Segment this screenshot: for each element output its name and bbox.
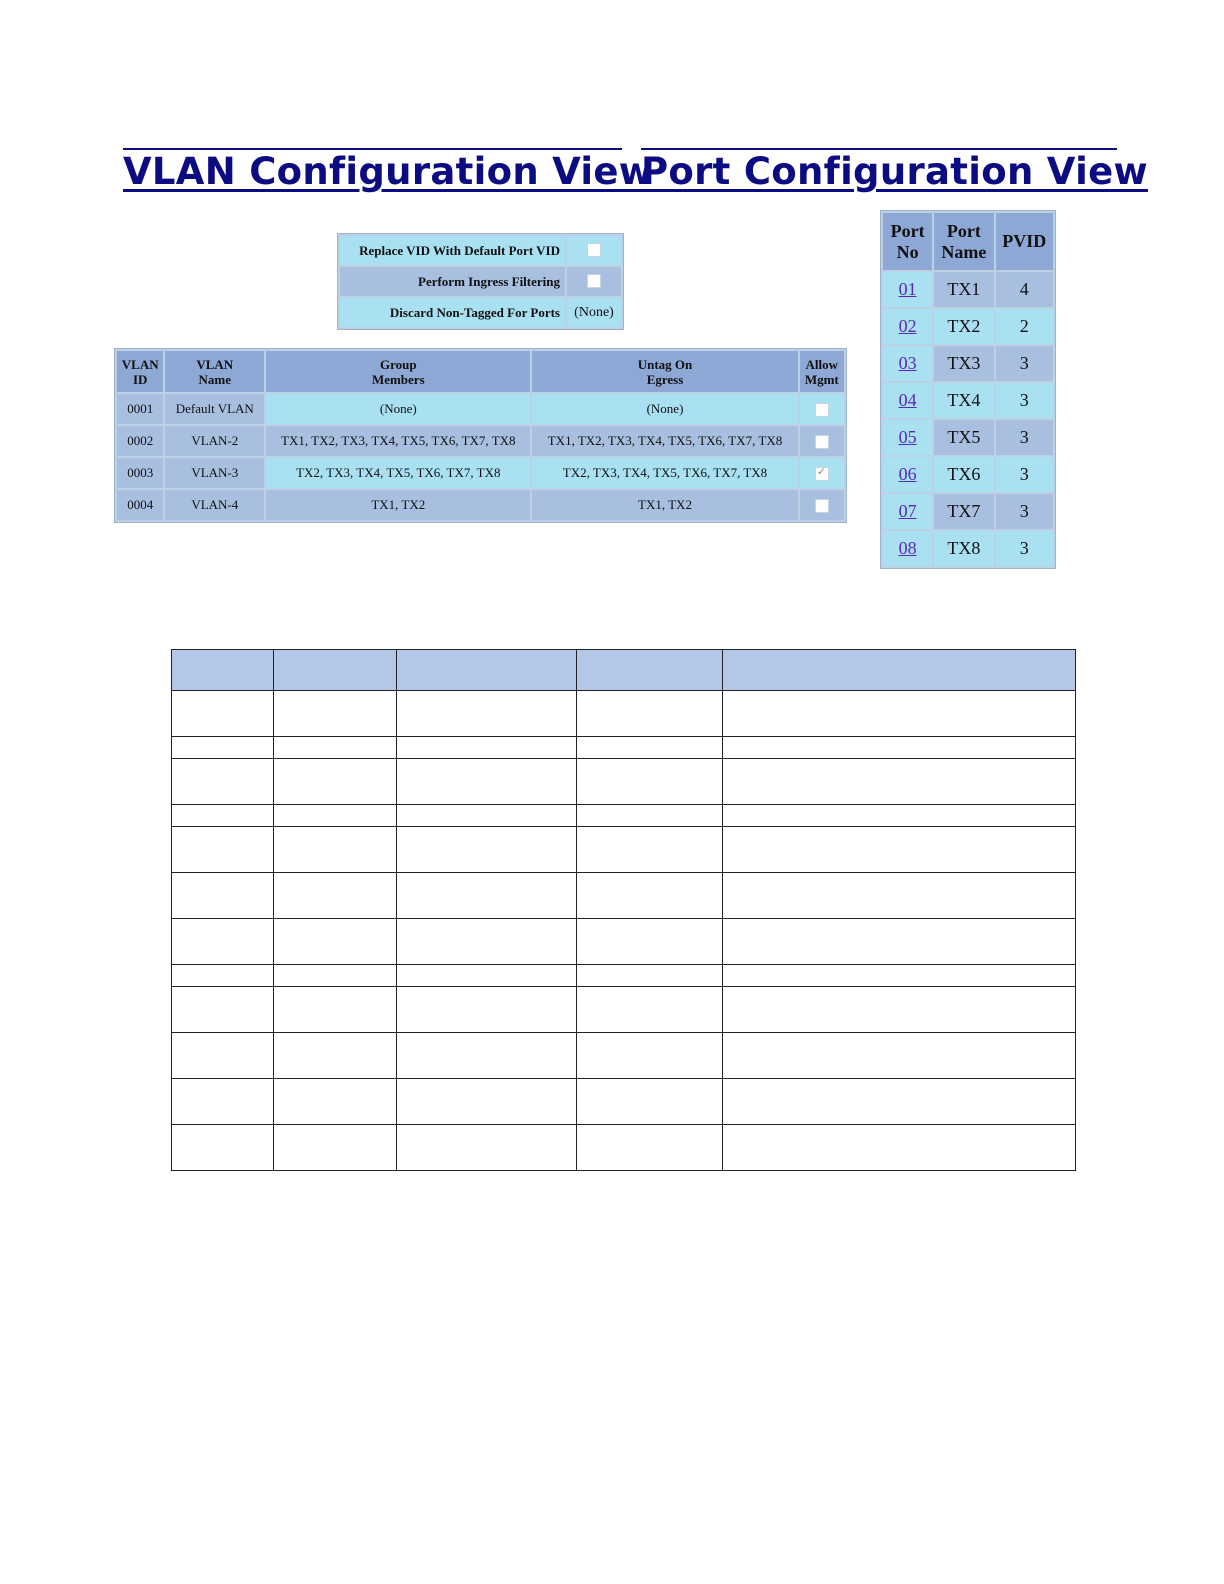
- empty-grid-row: [172, 759, 1076, 805]
- allow-mgmt-checkbox[interactable]: [815, 467, 829, 481]
- grid-cell: [576, 965, 723, 987]
- port-name: TX6: [934, 457, 993, 492]
- port-no-cell: [883, 420, 932, 455]
- port-link[interactable]: 06: [898, 464, 917, 484]
- grid-cell: [396, 691, 576, 737]
- port-pvid: 3: [996, 494, 1053, 529]
- port-pvid: 3: [996, 457, 1053, 492]
- port-pvid: 2: [996, 309, 1053, 344]
- col-header-pvid: PVID: [996, 213, 1053, 270]
- port-no-cell: [883, 309, 932, 344]
- grid-cell: [273, 805, 396, 827]
- grid-cell: [273, 650, 396, 691]
- grid-cell: [396, 1125, 576, 1171]
- ingress-filtering-cell: [567, 267, 621, 296]
- port-no-cell: [883, 383, 932, 418]
- grid-cell: [723, 650, 1076, 691]
- port-no-cell: [883, 272, 932, 307]
- grid-cell: [172, 1079, 274, 1125]
- grid-cell: [723, 759, 1076, 805]
- vlan-group-members: TX1, TX2, TX3, TX4, TX5, TX6, TX7, TX8: [266, 426, 530, 456]
- empty-grid-row: [172, 1125, 1076, 1171]
- grid-cell: [273, 965, 396, 987]
- empty-grid-row: [172, 827, 1076, 873]
- replace-vid-label: Replace VID With Default Port VID: [340, 236, 565, 265]
- grid-cell: [576, 691, 723, 737]
- grid-cell: [273, 827, 396, 873]
- grid-cell: [576, 1033, 723, 1079]
- port-name: TX2: [934, 309, 993, 344]
- empty-grid-table: [171, 649, 1076, 1171]
- grid-cell: [273, 1125, 396, 1171]
- port-pvid: 3: [996, 346, 1053, 381]
- vlan-id: 0003: [117, 458, 163, 488]
- port-no-cell: [883, 457, 932, 492]
- grid-cell: [576, 737, 723, 759]
- vlan-table-header: [117, 351, 844, 392]
- grid-cell: [172, 759, 274, 805]
- port-link[interactable]: 01: [898, 279, 917, 299]
- port-pvid: 3: [996, 383, 1053, 418]
- empty-grid-row: [172, 737, 1076, 759]
- grid-cell: [396, 759, 576, 805]
- grid-cell: [273, 873, 396, 919]
- grid-cell: [273, 919, 396, 965]
- empty-grid-row: [172, 1079, 1076, 1125]
- empty-grid-header-row: [172, 650, 1076, 691]
- grid-cell: [172, 919, 274, 965]
- port-link[interactable]: 03: [898, 353, 917, 373]
- vlan-id: 0002: [117, 426, 163, 456]
- vlan-table: [114, 348, 847, 523]
- empty-grid-row: [172, 919, 1076, 965]
- allow-mgmt-checkbox[interactable]: [815, 499, 829, 513]
- col-header-vlan-name: VLAN Name: [165, 351, 264, 392]
- option-row-ingress-filtering: [340, 267, 621, 296]
- grid-cell: [396, 965, 576, 987]
- table-row: [117, 426, 844, 456]
- discard-non-tagged-value[interactable]: (None): [567, 298, 621, 327]
- grid-cell: [723, 691, 1076, 737]
- table-row: [883, 383, 1053, 418]
- grid-cell: [576, 1125, 723, 1171]
- vlan-group-members: TX2, TX3, TX4, TX5, TX6, TX7, TX8: [266, 458, 530, 488]
- table-row: [883, 272, 1053, 307]
- grid-cell: [576, 919, 723, 965]
- col-header-allow-mgmt: Allow Mgmt: [800, 351, 844, 392]
- table-row: [883, 531, 1053, 566]
- allow-mgmt-checkbox[interactable]: [815, 403, 829, 417]
- port-pvid: 4: [996, 272, 1053, 307]
- port-name: TX3: [934, 346, 993, 381]
- vlan-name: Default VLAN: [165, 394, 264, 424]
- allow-mgmt-cell: [800, 394, 844, 424]
- port-link[interactable]: 08: [898, 538, 917, 558]
- grid-cell: [396, 650, 576, 691]
- port-name: TX7: [934, 494, 993, 529]
- port-table-header: [883, 213, 1053, 270]
- col-header-vlan-id: VLAN ID: [117, 351, 163, 392]
- port-no-cell: [883, 494, 932, 529]
- vlan-untag-egress: TX1, TX2: [532, 490, 797, 520]
- port-link[interactable]: 04: [898, 390, 917, 410]
- option-row-discard-non-tagged: [340, 298, 621, 327]
- grid-cell: [396, 827, 576, 873]
- port-name: TX5: [934, 420, 993, 455]
- port-link[interactable]: 07: [898, 501, 917, 521]
- vlan-name: VLAN-4: [165, 490, 264, 520]
- allow-mgmt-checkbox[interactable]: [815, 435, 829, 449]
- grid-cell: [172, 650, 274, 691]
- port-pvid: 3: [996, 420, 1053, 455]
- grid-cell: [723, 805, 1076, 827]
- grid-cell: [172, 965, 274, 987]
- grid-cell: [396, 805, 576, 827]
- allow-mgmt-cell: [800, 426, 844, 456]
- grid-cell: [273, 759, 396, 805]
- port-link[interactable]: 05: [898, 427, 917, 447]
- vlan-options-table: [337, 233, 624, 330]
- replace-vid-cell: [567, 236, 621, 265]
- grid-cell: [576, 759, 723, 805]
- grid-cell: [576, 987, 723, 1033]
- table-row: [117, 394, 844, 424]
- grid-cell: [576, 1079, 723, 1125]
- port-name: TX4: [934, 383, 993, 418]
- port-name: TX8: [934, 531, 993, 566]
- grid-cell: [172, 737, 274, 759]
- grid-cell: [273, 987, 396, 1033]
- grid-cell: [396, 987, 576, 1033]
- grid-cell: [172, 827, 274, 873]
- empty-grid-row: [172, 805, 1076, 827]
- vlan-id: 0001: [117, 394, 163, 424]
- table-row: [117, 458, 844, 488]
- grid-cell: [396, 737, 576, 759]
- grid-cell: [576, 650, 723, 691]
- vlan-name: VLAN-3: [165, 458, 264, 488]
- grid-cell: [396, 1079, 576, 1125]
- grid-cell: [723, 965, 1076, 987]
- empty-grid-row: [172, 873, 1076, 919]
- table-row: [883, 346, 1053, 381]
- allow-mgmt-cell: [800, 458, 844, 488]
- table-row: [117, 490, 844, 520]
- grid-cell: [723, 827, 1076, 873]
- port-table: [880, 210, 1056, 569]
- empty-grid-row: [172, 965, 1076, 987]
- grid-cell: [273, 1079, 396, 1125]
- grid-cell: [273, 691, 396, 737]
- grid-cell: [576, 827, 723, 873]
- option-row-replace-vid: [340, 236, 621, 265]
- port-configuration-view-title: Port Configuration View: [641, 150, 1148, 193]
- col-header-untag-on-egress: Untag On Egress: [532, 351, 797, 392]
- empty-grid-row: [172, 987, 1076, 1033]
- grid-cell: [172, 805, 274, 827]
- vlan-group-members: TX1, TX2: [266, 490, 530, 520]
- vlan-configuration-view-title: VLAN Configuration View: [123, 150, 654, 193]
- grid-cell: [273, 737, 396, 759]
- grid-cell: [723, 737, 1076, 759]
- replace-vid-checkbox[interactable]: [587, 243, 601, 257]
- vlan-id: 0004: [117, 490, 163, 520]
- col-header-port-no: Port No: [883, 213, 932, 270]
- col-header-group-members: Group Members: [266, 351, 530, 392]
- allow-mgmt-cell: [800, 490, 844, 520]
- grid-cell: [172, 1125, 274, 1171]
- vlan-group-members: (None): [266, 394, 530, 424]
- grid-cell: [396, 873, 576, 919]
- grid-cell: [396, 1033, 576, 1079]
- table-row: [883, 420, 1053, 455]
- table-row: [883, 309, 1053, 344]
- ingress-filtering-label: Perform Ingress Filtering: [340, 267, 565, 296]
- grid-cell: [576, 873, 723, 919]
- table-row: [883, 494, 1053, 529]
- grid-cell: [723, 919, 1076, 965]
- table-row: [883, 457, 1053, 492]
- grid-cell: [723, 1125, 1076, 1171]
- grid-cell: [723, 1033, 1076, 1079]
- vlan-untag-egress: TX2, TX3, TX4, TX5, TX6, TX7, TX8: [532, 458, 797, 488]
- grid-cell: [396, 919, 576, 965]
- grid-cell: [172, 1033, 274, 1079]
- grid-cell: [172, 873, 274, 919]
- discard-non-tagged-label: Discard Non-Tagged For Ports: [340, 298, 565, 327]
- grid-cell: [172, 691, 274, 737]
- grid-cell: [273, 1033, 396, 1079]
- port-no-cell: [883, 531, 932, 566]
- empty-grid-row: [172, 1033, 1076, 1079]
- vlan-name: VLAN-2: [165, 426, 264, 456]
- port-pvid: 3: [996, 531, 1053, 566]
- ingress-filtering-checkbox[interactable]: [587, 274, 601, 288]
- grid-cell: [172, 987, 274, 1033]
- port-link[interactable]: 02: [898, 316, 917, 336]
- grid-cell: [723, 1079, 1076, 1125]
- grid-cell: [576, 805, 723, 827]
- port-no-cell: [883, 346, 932, 381]
- port-name: TX1: [934, 272, 993, 307]
- empty-grid-row: [172, 691, 1076, 737]
- vlan-untag-egress: (None): [532, 394, 797, 424]
- col-header-port-name: Port Name: [934, 213, 993, 270]
- vlan-untag-egress: TX1, TX2, TX3, TX4, TX5, TX6, TX7, TX8: [532, 426, 797, 456]
- grid-cell: [723, 987, 1076, 1033]
- grid-cell: [723, 873, 1076, 919]
